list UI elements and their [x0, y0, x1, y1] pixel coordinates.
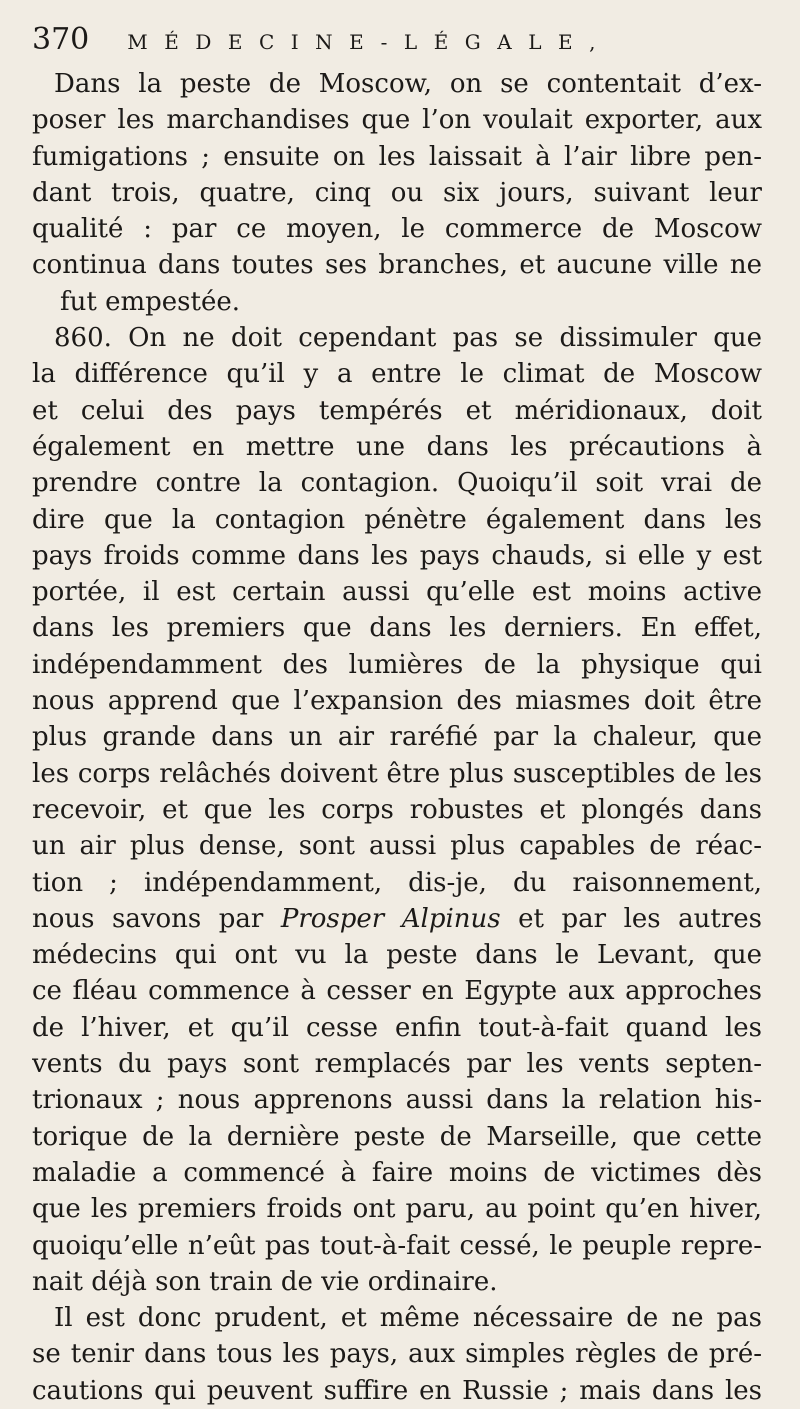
text-line: recevoir, et que les corps robustes et plongés dans: [32, 794, 762, 825]
text-line: fut empestée.: [60, 286, 240, 317]
text-line: torique de la dernière peste de Marseille, que cette: [32, 1121, 762, 1152]
text-line: vents du pays sont remplacés par les vents septen-: [32, 1049, 762, 1080]
text-line: tion ; indépendamment, dis-je, du raisonnement,: [32, 867, 762, 898]
text-line: les corps relâchés doivent être plus susceptibles de les: [32, 758, 762, 789]
text-line: 860. On ne doit cependant pas se dissimuler que: [54, 323, 762, 354]
text-line: [32, 901, 762, 937]
text-segment: nous savons par: [32, 903, 281, 934]
text-line: fumigations ; ensuite on les laissait à l’air libre pen-: [32, 141, 762, 172]
text-line: maladie a commencé à faire moins de victimes dès: [32, 1157, 762, 1188]
author-name: Prosper Alpinus: [280, 903, 501, 934]
text-line: portée, il est certain aussi qu’elle est moins active: [32, 577, 762, 608]
text-line: Il est donc prudent, et même nécessaire de ne pas: [54, 1303, 762, 1334]
running-title: MÉDECINE-LÉGALE,: [127, 30, 612, 54]
text-line: dire que la contagion pénètre également dans les: [32, 504, 762, 535]
text-line: nait déjà son train de vie ordinaire.: [32, 1266, 498, 1297]
body-text: [32, 66, 762, 1409]
text-line: continua dans toutes ses branches, et aucune ville ne: [32, 250, 762, 281]
text-line: qualité : par ce moyen, le commerce de Moscow: [32, 214, 762, 245]
text-line: prendre contre la contagion. Quoiqu’il soit vrai de: [32, 468, 762, 499]
text-line: et celui des pays tempérés et méridionaux, doit: [32, 395, 762, 426]
text-line: un air plus dense, sont aussi plus capables de réac-: [32, 831, 762, 862]
text-line: dans les premiers que dans les derniers. En effet,: [32, 613, 762, 644]
text-line: trionaux ; nous apprenons aussi dans la relation his-: [32, 1085, 762, 1116]
text-line: cautions qui peuvent suffire en Russie ; mais dans les: [32, 1375, 762, 1406]
text-line: poser les marchandises que l’on voulait exporter, aux: [32, 105, 762, 136]
text-line: se tenir dans tous les pays, aux simples règles de pré-: [32, 1339, 762, 1370]
text-line: quoiqu’elle n’eût pas tout-à-fait cessé, le peuple repre-: [32, 1230, 762, 1261]
text-line: Dans la peste de Moscow, on se contentait d’ex-: [54, 69, 762, 99]
page-number: 370: [32, 22, 90, 57]
text-line: nous apprend que l’expansion des miasmes doit être: [32, 686, 762, 717]
text-line: ce fléau commence à cesser en Egypte aux approches: [32, 976, 762, 1007]
running-head: [32, 22, 762, 64]
text-line: de l’hiver, et qu’il cesse enfin tout-à-fait quand les: [32, 1012, 762, 1043]
text-line: la différence qu’il y a entre le climat de Moscow: [32, 359, 762, 390]
text-line: plus grande dans un air raréfié par la chaleur, que: [32, 722, 762, 753]
text-line: dant trois, quatre, cinq ou six jours, suivant leur: [32, 177, 762, 208]
text-line: médecins qui ont vu la peste dans le Levant, que: [32, 940, 762, 971]
text-segment: et par les autres: [500, 903, 762, 934]
text-line: que les premiers froids ont paru, au point qu’en hiver,: [32, 1194, 762, 1225]
text-line: pays froids comme dans les pays chauds, si elle y est: [32, 540, 762, 571]
text-line: indépendamment des lumières de la physique qui: [32, 649, 762, 680]
text-line: également en mettre une dans les précautions à: [32, 431, 762, 462]
